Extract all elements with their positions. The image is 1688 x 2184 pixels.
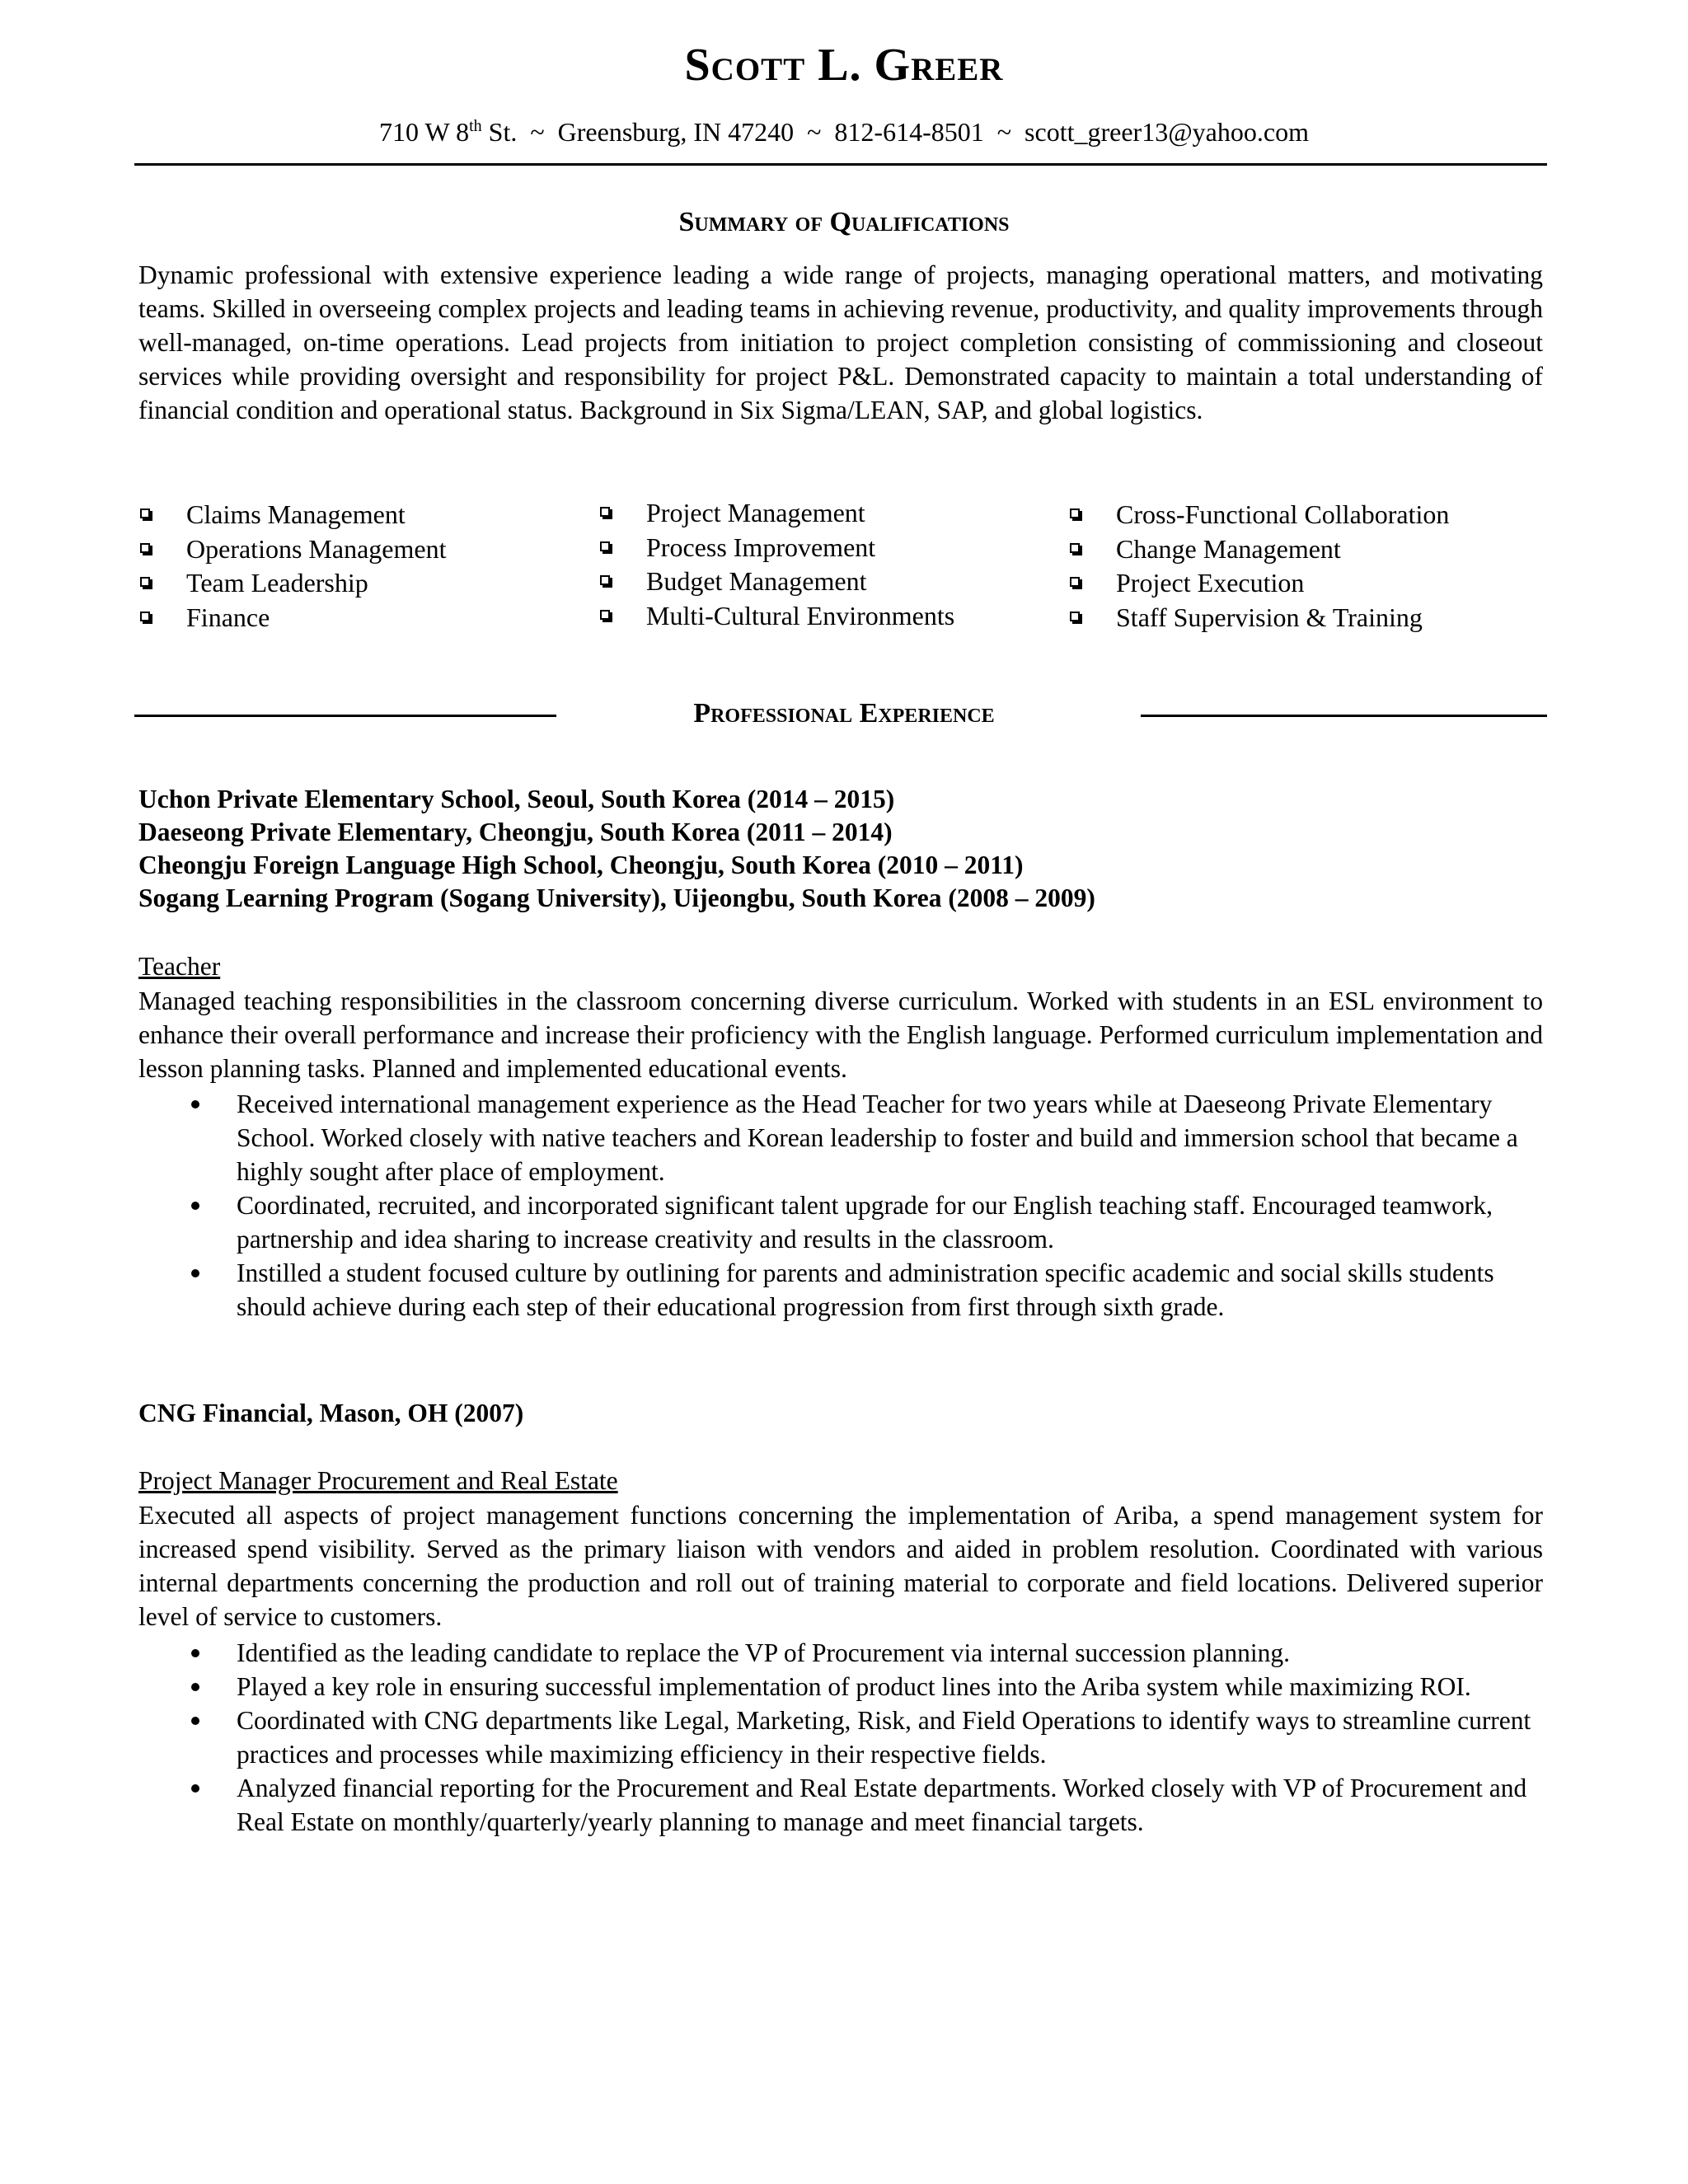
address-suffix: th [469,117,482,135]
checkbox-icon [600,575,610,585]
skill-item: Budget Management [598,565,954,599]
skill-item: Multi-Cultural Environments [598,599,954,634]
checkbox-icon [1070,543,1080,553]
skill-item: Operations Management [138,532,446,567]
bullet-icon [191,1784,199,1793]
bullet-icon [191,1269,199,1277]
checkbox-icon [1070,612,1080,621]
checkbox-icon [600,541,610,551]
skill-item: Change Management [1068,532,1449,567]
skill-item: Claims Management [138,498,446,532]
summary-heading: Summary of Qualifications [678,207,1010,237]
bullet-icon [191,1649,199,1657]
teacher-description: Managed teaching responsibilities in the classroom concerning diverse curriculum. Worked with students in an ESL environment to enhance their overall performance and increase their proficiency with the English language. Performed curriculum implementation and lesson planning tasks. Planned and implemented educational events. [138,987,1543,1083]
contact-line [0,115,1688,148]
checkbox-icon [1070,509,1080,518]
employer-line: Sogang Learning Program (Sogang University), Uijeongbu, South Korea (2008 – 2009) [138,883,1095,912]
bullet-icon [191,1100,199,1108]
skill-item: Project Management [598,496,954,531]
list-item: Played a key role in ensuring successful implementation of product lines into the Ariba system while maximizing ROI. [138,1670,1543,1704]
teacher-role-title: Teacher [138,952,221,981]
bullet-icon [191,1717,199,1725]
cng-bullets [138,1636,1543,1839]
checkbox-icon [140,577,150,587]
address-rest: St. ~ Greensburg, IN 47240 ~ 812-614-8501 ~ scott_greer13@yahoo.com [481,117,1309,147]
checkbox-icon [140,612,150,621]
checkbox-icon [600,610,610,620]
header-divider [134,163,1547,166]
list-item: Instilled a student focused culture by outlining for parents and administration specific academic and social skills students should achieve during each step of their educational progression from first through sixth grade. [138,1256,1543,1324]
checkbox-icon [1070,577,1080,587]
skills-column-2 [598,496,954,633]
cng-description: Executed all aspects of project management functions concerning the implementation of Ariba, a spend management system for increased spend visibility. Served as the primary liaison with vendors and aided in problem resolution. Coordinated with various internal departments concerning the production and roll out of training material to corporate and field locations. Delivered superior level of service to customers. [138,1501,1543,1631]
skill-item: Project Execution [1068,566,1449,601]
skill-item: Finance [138,601,446,635]
skill-item: Staff Supervision & Training [1068,601,1449,635]
employer-line: Daeseong Private Elementary, Cheongju, South Korea (2011 – 2014) [138,818,893,846]
list-item: Coordinated, recruited, and incorporated significant talent upgrade for our English teaching staff. Encouraged teamwork, partnership and idea sharing to increase creativity and results in the classroom. [138,1188,1543,1256]
checkbox-icon [140,543,150,553]
cng-role-title: Project Manager Procurement and Real Estate [138,1466,618,1495]
teacher-bullets [138,1087,1543,1324]
summary-text: Dynamic professional with extensive experience leading a wide range of projects, managing operational matters, and motivating teams. Skilled in overseeing complex projects and leading teams in achieving revenue, productivity, and quality improvements through well-managed, on-time operations. Lead projects from initiation to project completion consisting of commissioning and closeout services while providing oversight and responsibility for project P&L. Demonstrated capacity to maintain a total understanding of financial condition and operational status. Background in Six Sigma/LEAN, SAP, and global logistics. [138,260,1543,424]
list-item: Identified as the leading candidate to replace the VP of Procurement via internal succession planning. [138,1636,1543,1670]
list-item: Received international management experience as the Head Teacher for two years while at Daeseong Private Elementary School. Worked closely with native teachers and Korean leadership to foster and build and immersion school that became a highly sought after place of employment. [138,1087,1543,1188]
checkbox-icon [600,507,610,517]
bullet-icon [191,1683,199,1691]
skills-column-3 [1068,498,1449,635]
korea-employers [138,783,1095,915]
skill-item: Process Improvement [598,531,954,565]
skill-item: Cross-Functional Collaboration [1068,498,1449,532]
skills-column-1 [138,498,446,635]
cng-employer: CNG Financial, Mason, OH (2007) [138,1399,524,1427]
experience-heading: Professional Experience [693,698,995,729]
candidate-name: Scott L. Greer [684,40,1004,91]
checkbox-icon [140,509,150,518]
list-item: Coordinated with CNG departments like Legal, Marketing, Risk, and Field Operations to identify ways to streamline current practices and processes while maximizing efficiency in their respective fields. [138,1704,1543,1771]
skill-item: Team Leadership [138,566,446,601]
bullet-icon [191,1202,199,1210]
employer-line: Cheongju Foreign Language High School, Cheongju, South Korea (2010 – 2011) [138,851,1024,879]
list-item: Analyzed financial reporting for the Procurement and Real Estate departments. Worked closely with VP of Procurement and Real Estate on monthly/quarterly/yearly planning to manage and meet financial targets. [138,1771,1543,1839]
employer-line: Uchon Private Elementary School, Seoul, South Korea (2014 – 2015) [138,785,895,813]
address-number: 710 W 8 [379,117,470,147]
experience-divider-right [1141,715,1547,717]
